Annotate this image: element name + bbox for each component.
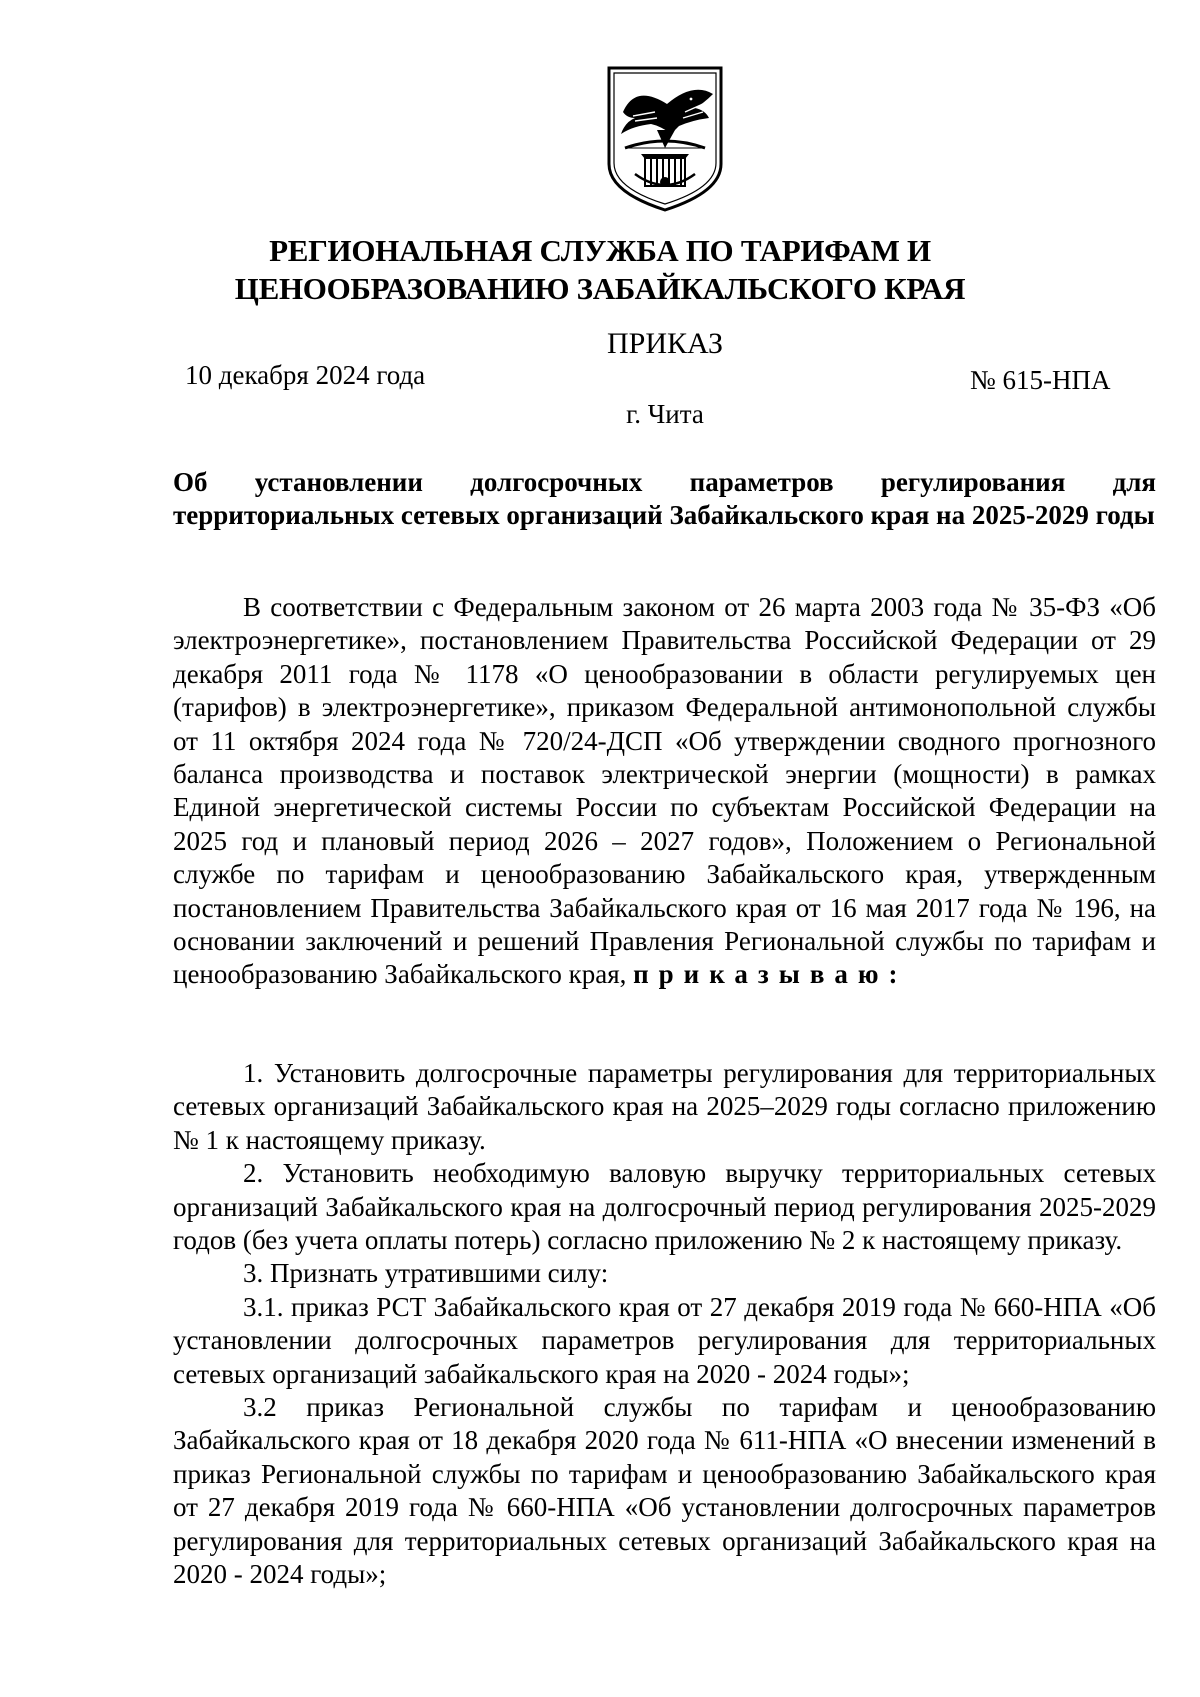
org-title-line2: ЦЕНООБРАЗОВАНИЮ ЗАБАЙКАЛЬСКОГО КРАЯ	[234, 271, 966, 306]
document-subject: Об установлении долгосрочных параметров регулирования для территориальных сетевых организаций Забайкальского края на 2025-2029 годы	[173, 467, 1156, 530]
org-title-line1: РЕГИОНАЛЬНАЯ СЛУЖБА ПО ТАРИФАМ И	[269, 233, 931, 268]
document-type: ПРИКАЗ	[607, 327, 723, 360]
order-word: приказываю:	[633, 959, 908, 990]
order-item-1: 1. Установить долгосрочные параметры регулирования для территориальных сетевых организаций Забайкальского края на 2025–2029 годы согласно приложению № 1 к настоящему приказу.	[173, 1058, 1156, 1155]
document-number: № 615-НПА	[970, 365, 1111, 395]
order-item-3-2: 3.2 приказ Региональной службы по тарифам и ценообразованию Забайкальского края от 18 декабря 2020 года № 611-НПА «О внесении изменений в приказ Региональной службы по тарифам и ценообразованию Забайкальского края от 27 декабря 2019 года № 660-НПА «Об установлении долгосрочных параметров регулирования для территориальных сетевых организаций Забайкальского края на 2020 - 2024 годы»;	[173, 1392, 1156, 1590]
preamble-paragraph	[173, 591, 1156, 992]
document-date: 10 декабря 2024 года	[185, 360, 426, 390]
order-items	[173, 1057, 1156, 1592]
preamble-text: В соответствии с Федеральным законом от 26 марта 2003 года № 35-ФЗ «Об электроэнергетике», постановлением Правительства Российской Федерации от 29 декабря 2011 года № 1178 «О ценообразовании в области регулируемых цен (тарифов) в электроэнергетике», приказом Федеральной антимонопольной службы от 11 октября 2024 года № 720/24-ДСП «Об утверждении сводного прогнозного баланса производства и поставок электрической энергии (мощности) в рамках Единой энергетической системы России по субъектам Российской Федерации на 2025 год и плановый период 2026 – 2027 годов», Положением о Региональной службе по тарифам и ценообразованию Забайкальского края, утвержденным постановлением Правительства Забайкальского края от 16 мая 2017 года № 196, на основании заключений и решений Правления Региональной службы по тарифам и ценообразованию Забайкальского края,	[173, 592, 1156, 990]
order-item-3-1: 3.1. приказ РСТ Забайкальского края от 27 декабря 2019 года № 660-НПА «Об установлении долгосрочных параметров регулирования для территориальных сетевых организаций забайкальского края на 2020 - 2024 годы»;	[173, 1291, 1156, 1389]
coat-of-arms-eagle-icon	[605, 64, 725, 214]
document-city: г. Чита	[626, 399, 704, 429]
order-item-2: 2. Установить необходимую валовую выручку территориальных сетевых организаций Забайкальского края на долгосрочный период регулирования 2025-2029 годов (без учета оплаты потерь) согласно приложению № 2 к настоящему приказу.	[173, 1158, 1156, 1256]
order-item-3: 3. Признать утратившими силу:	[243, 1258, 609, 1289]
